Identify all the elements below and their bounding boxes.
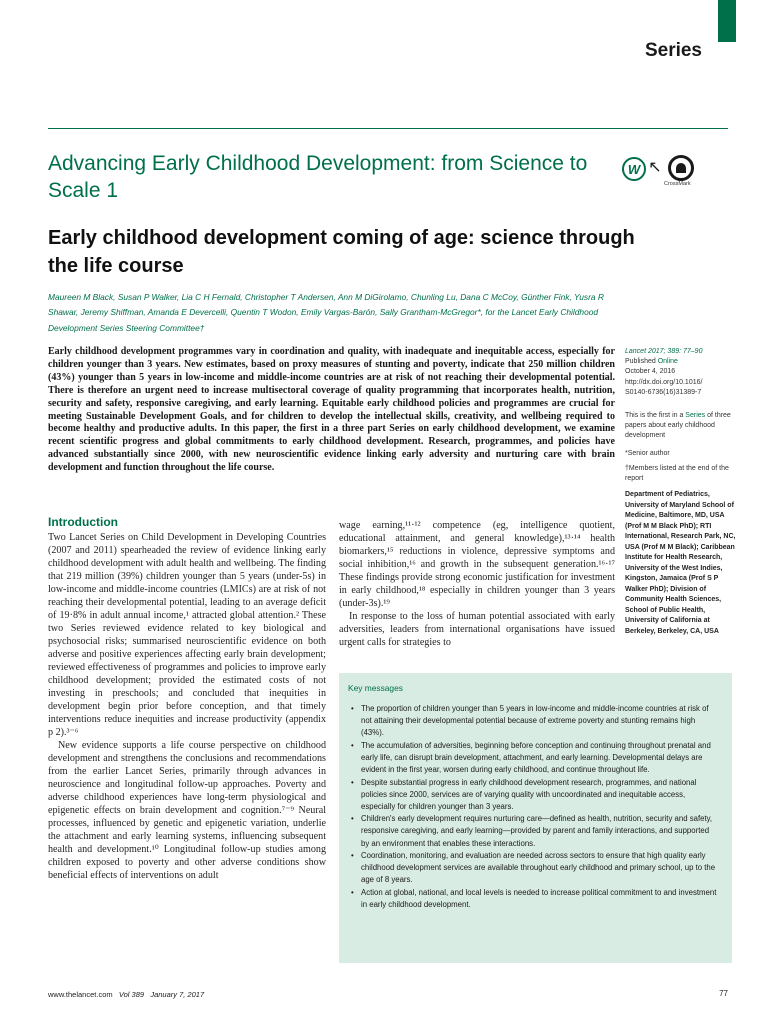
page-number: 77 [719, 989, 728, 998]
citation[interactable]: Lancet 2017; 389: 77–90 [625, 348, 703, 355]
section-heading-introduction: Introduction [48, 515, 118, 529]
senior-author-note: *Senior author [625, 450, 670, 457]
key-message-item: • The proportion of children younger than 5 years in low-income and middle-income countries at risk of not attaining their developmental potential because of extreme poverty and stunting remains high (43%). [348, 703, 718, 739]
intro-paragraph-4: In response to the loss of human potential associated with early adversities, leaders from international organisations have issued urgent calls for strategies to [339, 611, 615, 648]
intro-paragraph-2: New evidence supports a life course perspective on childhood development and strengthens the conclusions and recommendations from the earlier Lancet Series, primarily through advances in neuroscience and longitudinal follow-up approaches. Poverty and adverse childhood experiences have long-term physiological and epigenetic effects on brain development and cognition.⁷⁻⁹ Neural processes, influenced by genetic and epigenetic variation, underlie the attachment and early learning systems, influencing subsequent health and development.¹⁰ Longitudinal follow-up studies among children exposed to poverty and other adverse conditions show beneficial effects of interventions on adult [48, 740, 326, 881]
citation-block [625, 347, 737, 398]
section-label: Series [644, 40, 702, 61]
intro-paragraph-1: Two Lancet Series on Child Development in Developing Countries (2007 and 2011) spearheaded the review of evidence linking early childhood development with adult health and wellbeing. The finding that 219 million (39%) children younger than 5 years (under-5s) in low-income and middle-income countries (LMICs) are at risk of not reaching their developmental potential, leading to an average deficit of 19·8% in adult annual income,¹ attracted global attention.² These two Series reviewed evidence related to key biological and psychosocial risks; summarised neuroscientific evidence on both adverse and positive experiences affecting early brain development; reviewed effectiveness of programmes and policies to improve early childhood development; provided the estimated costs of not investing in preschools; and concluded that inequities in development begin prior before conception, and that timely interventions reduce inequities and increase productivity (appendix p 2).³⁻⁶ [48, 532, 326, 738]
published-online-label: Online [657, 358, 678, 366]
published-date: October 4, 2016 [625, 368, 676, 376]
header-rule [48, 128, 728, 129]
key-messages-list [348, 703, 718, 911]
article-badges [622, 153, 702, 189]
key-message-item: • Coordination, monitoring, and evaluation are needed across sectors to ensure that high quality early childhood development services are available throughout early childhood and primary school, up to the age of 8 years. [348, 850, 718, 886]
summary: Early childhood development programmes vary in coordination and quality, with inadequate and inequitable access, especially for children younger than 3 years. New estimates, based on proxy measures of stunting and poverty, indicate that 250 million children (43%) younger than 5 years in low-income and middle-income countries are at risk of not reaching their developmental potential. There is therefore an urgent need to increase multisectoral coverage of quality programming that incorporates health, nutrition, security and safety, responsive caregiving, and early learning. Equitable early childhood policies and programmes are crucial for meeting Sustainable Development Goals, and for children to develop the intellectual skills, creativity, and wellbeing required to become healthy and productive adults. In this paper, the first in a three part Series on early childhood development, we examine recent scientific progress and global commitments to early childhood development. Research, programmes, and policies have advanced substantially since 2000, with new neuroscientific evidence linking early adversity and nurturing care with brain development and function throughout the life course. [48, 346, 615, 474]
crossmark-icon[interactable] [668, 155, 694, 181]
crossmark-label: CrossMark [664, 181, 691, 187]
members-note: †Members listed at the end of the report [625, 465, 729, 483]
key-message-item: • Despite substantial progress in early childhood development research, programmes, and national policies since 2000, services are of varying quality with uncoordinated and inequitable access, especially for children younger than 3 years. [348, 777, 718, 813]
article-title: Early childhood development coming of age: science through the life course [48, 227, 635, 277]
key-messages-panel [339, 673, 732, 963]
affiliations: Department of Pediatrics, University of Maryland School of Medicine, Baltimore, MD, USA (Prof M M Black PhD); RTI International, Research Park, NC, USA (Prof M M Black); Caribbean Institute for Health Research, University of the West Indies, Kingston, Jamaica (Prof S P Walker PhD); Division of Community Health Sciences, School of Public Health, University of California at Berkeley, Berkeley, CA, USA [625, 491, 736, 635]
doi-line-2[interactable]: S0140-6736(16)31389-7 [625, 388, 702, 396]
key-message-item: • Children's early development requires nurturing care—defined as health, nutrition, security and safety, responsive caregiving, and early learning—provided by parent and family interactions, and supported by an environment that enables these interactions. [348, 813, 718, 849]
key-message-item: • The accumulation of adversities, beginning before conception and continuing throughout prenatal and early life, can disrupt brain development, attachment, and early learning. Developmental delays are evident in the first year, worsen during early childhood, and continue throughout life. [348, 740, 718, 776]
published-label: Published [625, 358, 656, 366]
footer-site[interactable]: www.thelancet.com [48, 990, 113, 999]
series-title: Advancing Early Childhood Development: from Science to Scale 1 [48, 152, 588, 202]
cursor-icon: ↖ [648, 159, 662, 176]
body-column-left [48, 514, 326, 882]
footer-volume: Vol 389 [118, 990, 145, 999]
series-note: This is the first in a Series of three papers about early childhood development [625, 412, 731, 440]
series-color-tab [718, 0, 736, 42]
key-messages-title: Key messages [348, 683, 403, 693]
author-list: Maureen M Black, Susan P Walker, Lia C H Fernald, Christopher T Andersen, Ann M DiGirolamo, Chunling Lu, Dana C McCoy, Günther Fink, Yusra R Shawar, Jeremy Shiffman, Amanda E Devercelli, Quentin T Wodon, Emily Vargas-Barón, Sally Grantham-McGregor*, for the Lancet Early Childhood Development Series Steering Committee† [48, 292, 604, 333]
series-link[interactable]: Series [685, 412, 706, 419]
footer-info [48, 990, 204, 999]
intro-paragraph-3: wage earning,¹¹·¹² competence (eg, intelligence quotient, educational attainment, and general knowledge),¹³·¹⁴ health biomarkers,¹⁵ reductions in violence, depressive symptoms and social inhibition,¹⁶ and growth in the subsequent generation.¹⁶·¹⁷ These findings provide strong economic justification for investment in early childhood,¹⁸ especially in children younger than 3 years (under-3s).¹⁹ [339, 520, 615, 609]
body-column-right [339, 514, 615, 649]
online-first-icon[interactable]: W [622, 157, 646, 181]
key-message-item: • Action at global, national, and local levels is needed to increase political commitment to and investment in early childhood development. [348, 887, 718, 911]
doi-line-1[interactable]: http://dx.doi.org/10.1016/ [625, 378, 703, 386]
footer-date: January 7, 2017 [150, 990, 205, 999]
